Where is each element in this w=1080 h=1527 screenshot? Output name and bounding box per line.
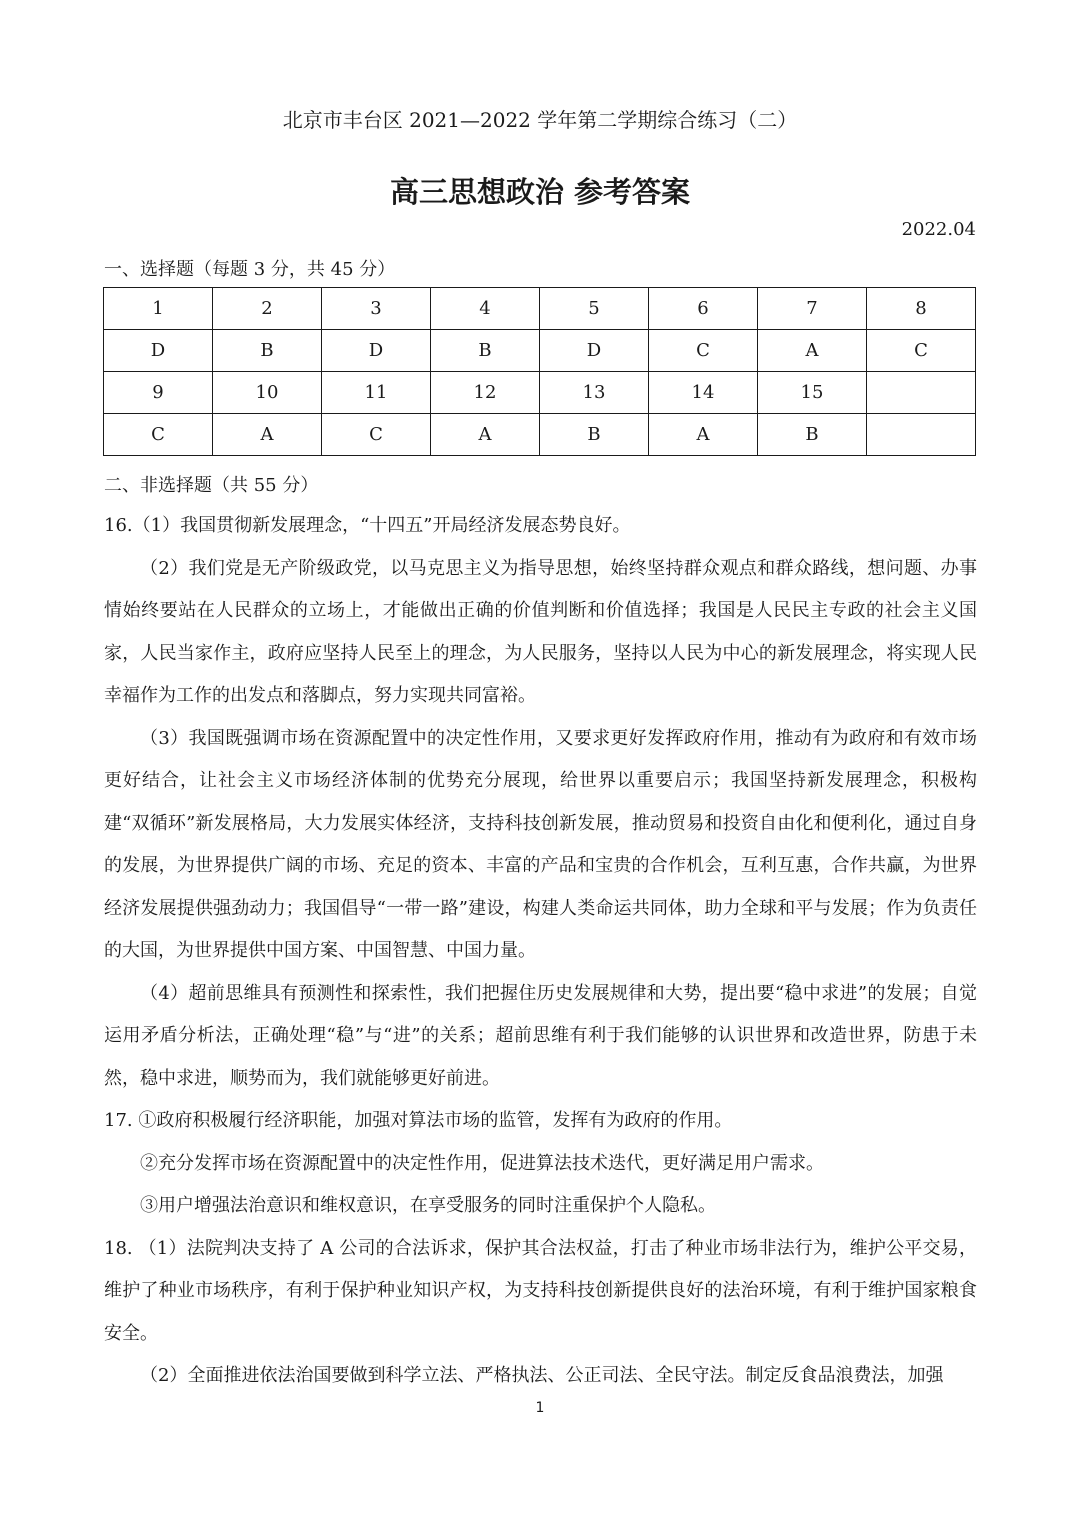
table-cell: D (540, 330, 649, 372)
table-cell: B (540, 414, 649, 456)
table-cell: 3 (322, 288, 431, 330)
table-cell: D (322, 330, 431, 372)
table-cell: B (431, 330, 540, 372)
table-cell: C (649, 330, 758, 372)
table-cell: A (649, 414, 758, 456)
table-cell: A (213, 414, 322, 456)
table-cell: C (104, 414, 213, 456)
date-label: 2022.04 (901, 219, 976, 240)
exam-subtitle: 北京市丰台区 2021—2022 学年第二学期综合练习（二） (282, 108, 798, 132)
table-cell: C (867, 330, 976, 372)
answer-17-2: ②充分发挥市场在资源配置中的决定性作用，促进算法技术迭代，更好满足用户需求。 (140, 1152, 824, 1174)
table-cell (867, 372, 976, 414)
answer-body (104, 505, 977, 1398)
table-cell: 4 (431, 288, 540, 330)
table-cell: 5 (540, 288, 649, 330)
answer-16-3: （3）我国既强调市场在资源配置中的决定性作用，又要求更好发挥政府作用，推动有为政府和有效市场更好结合，让社会主义市场经济体制的优势充分展现，给世界以重要启示；我国坚持新发展理念，积极构建“双循环”新发展格局，大力发展实体经济，支持科技创新发展，推动贸易和投资自由化和便利化，通过自身的发展，为世界提供广阔的市场、充足的资本、丰富的产品和宝贵的合作机会，互利互惠，合作共赢，为世界经济发展提供强劲动力；我国倡导“一带一路”建设，构建人类命运共同体，助力全球和平与发展；作为负责任的大国，为世界提供中国方案、中国智慧、中国力量。 (104, 727, 977, 961)
answer-16-4: （4）超前思维具有预测性和探索性，我们把握住历史发展规律和大势，提出要“稳中求进”的发展；自觉运用矛盾分析法，正确处理“稳”与“进”的关系；超前思维有利于我们能够的认识世界和改造世界，防患于未然，稳中求进，顺势而为，我们就能够更好前进。 (104, 982, 977, 1089)
table-cell: 8 (867, 288, 976, 330)
answer-16-1: 16.（1）我国贯彻新发展理念，“十四五”开局经济发展态势良好。 (104, 515, 631, 536)
page-title: 高三思想政治 参考答案 (389, 175, 691, 209)
section-1-heading: 一、选择题（每题 3 分，共 45 分） (104, 259, 396, 280)
table-cell: 1 (104, 288, 213, 330)
table-row (104, 288, 976, 330)
answer-18-1: 18. （1）法院判决支持了 A 公司的合法诉求，保护其合法权益，打击了种业市场非法行为，维护公平交易，维护了种业市场秩序，有利于保护种业知识产权，为支持科技创新提供良好的法治环境，有利于维护国家粮食安全。 (104, 1237, 977, 1344)
page-number: 1 (535, 1400, 545, 1416)
table-cell: B (758, 414, 867, 456)
table-cell: A (431, 414, 540, 456)
table-cell: 13 (540, 372, 649, 414)
table-cell: A (758, 330, 867, 372)
table-cell: D (104, 330, 213, 372)
table-cell: 2 (213, 288, 322, 330)
table-cell: 15 (758, 372, 867, 414)
table-row (104, 372, 976, 414)
table-cell: 11 (322, 372, 431, 414)
table-cell: C (322, 414, 431, 456)
table-row (104, 330, 976, 372)
table-cell: 12 (431, 372, 540, 414)
answer-16-2: （2）我们党是无产阶级政党，以马克思主义为指导思想，始终坚持群众观点和群众路线，想问题、办事情始终要站在人民群众的立场上，才能做出正确的价值判断和价值选择；我国是人民民主专政的社会主义国家，人民当家作主，政府应坚持人民至上的理念，为人民服务，坚持以人民为中心的新发展理念，将实现人民幸福作为工作的出发点和落脚点，努力实现共同富裕。 (104, 557, 977, 706)
answer-table (103, 287, 976, 456)
table-cell: 7 (758, 288, 867, 330)
table-cell (867, 414, 976, 456)
answer-18-2: （2）全面推进依法治国要做到科学立法、严格执法、公正司法、全民守法。制定反食品浪费法，加强 (140, 1365, 944, 1386)
table-cell: 6 (649, 288, 758, 330)
section-2-heading: 二、非选择题（共 55 分） (104, 475, 319, 496)
answer-17-3: ③用户增强法治意识和维权意识，在享受服务的同时注重保护个人隐私。 (140, 1195, 716, 1216)
table-row (104, 414, 976, 456)
table-cell: 14 (649, 372, 758, 414)
answer-17-1: 17. ①政府积极履行经济职能，加强对算法市场的监管，发挥有为政府的作用。 (104, 1110, 733, 1131)
table-cell: 10 (213, 372, 322, 414)
table-cell: B (213, 330, 322, 372)
table-cell: 9 (104, 372, 213, 414)
